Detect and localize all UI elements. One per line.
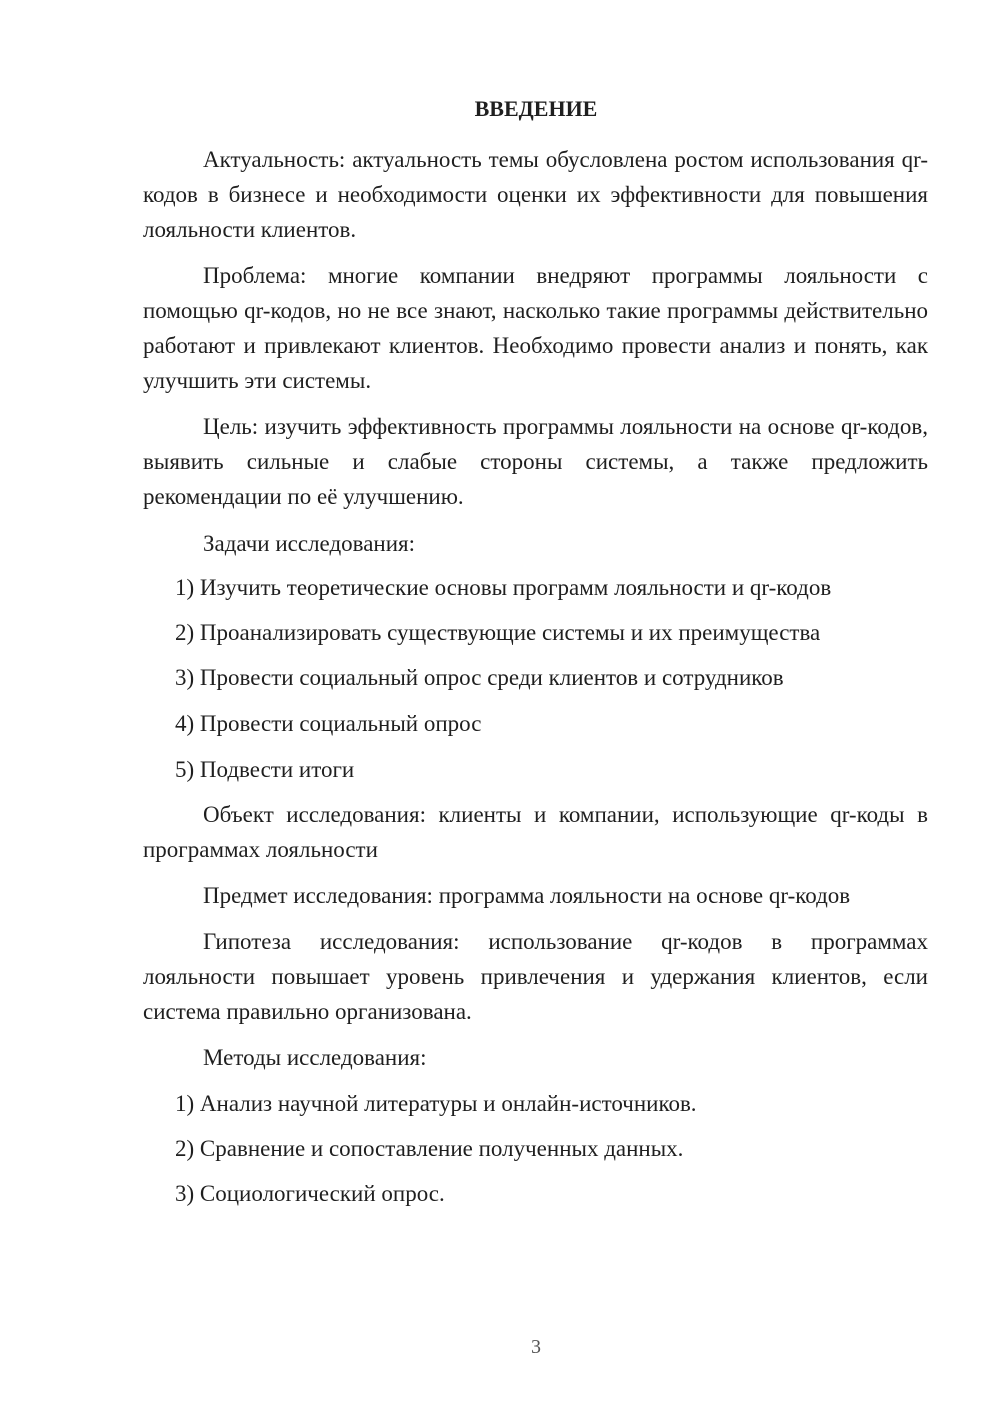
object-paragraph: Объект исследования: клиенты и компании, использующие qr-коды в программах лояльности bbox=[143, 802, 928, 862]
hypothesis-paragraph: Гипотеза исследования: использование qr-кодов в программах лояльности повышает уровень привлечения и удержания клиентов, если система правильно организована. bbox=[143, 929, 928, 1024]
method-item: 1) Анализ научной литературы и онлайн-источников. bbox=[175, 1091, 697, 1116]
page-number: 3 bbox=[531, 1336, 541, 1358]
task-item: 3) Провести социальный опрос среди клиентов и сотрудников bbox=[175, 665, 784, 690]
subject-line: Предмет исследования: программа лояльности на основе qr-кодов bbox=[203, 883, 851, 908]
relevance-paragraph: Актуальность: актуальность темы обусловлена ростом использования qr-кодов в бизнесе и необходимости оценки их эффективности для повышения лояльности клиентов. bbox=[143, 147, 928, 242]
method-item: 3) Социологический опрос. bbox=[175, 1181, 445, 1206]
page-title: ВВЕДЕНИЕ bbox=[474, 96, 598, 121]
problem-paragraph: Проблема: многие компании внедряют программы лояльности с помощью qr-кодов, но не все знают, насколько такие программы действительно работают и привлекают клиентов. Необходимо провести анализ и понять, как улучшить эти системы. bbox=[143, 263, 928, 393]
method-item: 2) Сравнение и сопоставление полученных данных. bbox=[175, 1136, 684, 1161]
task-item: 2) Проанализировать существующие системы и их преимущества bbox=[175, 620, 821, 645]
task-item: 5) Подвести итоги bbox=[175, 757, 355, 782]
task-item: 1) Изучить теоретические основы программ лояльности и qr-кодов bbox=[175, 575, 832, 600]
methods-heading: Методы исследования: bbox=[203, 1045, 427, 1070]
task-item: 4) Провести социальный опрос bbox=[175, 711, 482, 736]
goal-paragraph: Цель: изучить эффективность программы лояльности на основе qr-кодов, выявить сильные и слабые стороны системы, а также предложить рекомендации по её улучшению. bbox=[143, 414, 928, 509]
tasks-heading: Задачи исследования: bbox=[203, 531, 416, 556]
